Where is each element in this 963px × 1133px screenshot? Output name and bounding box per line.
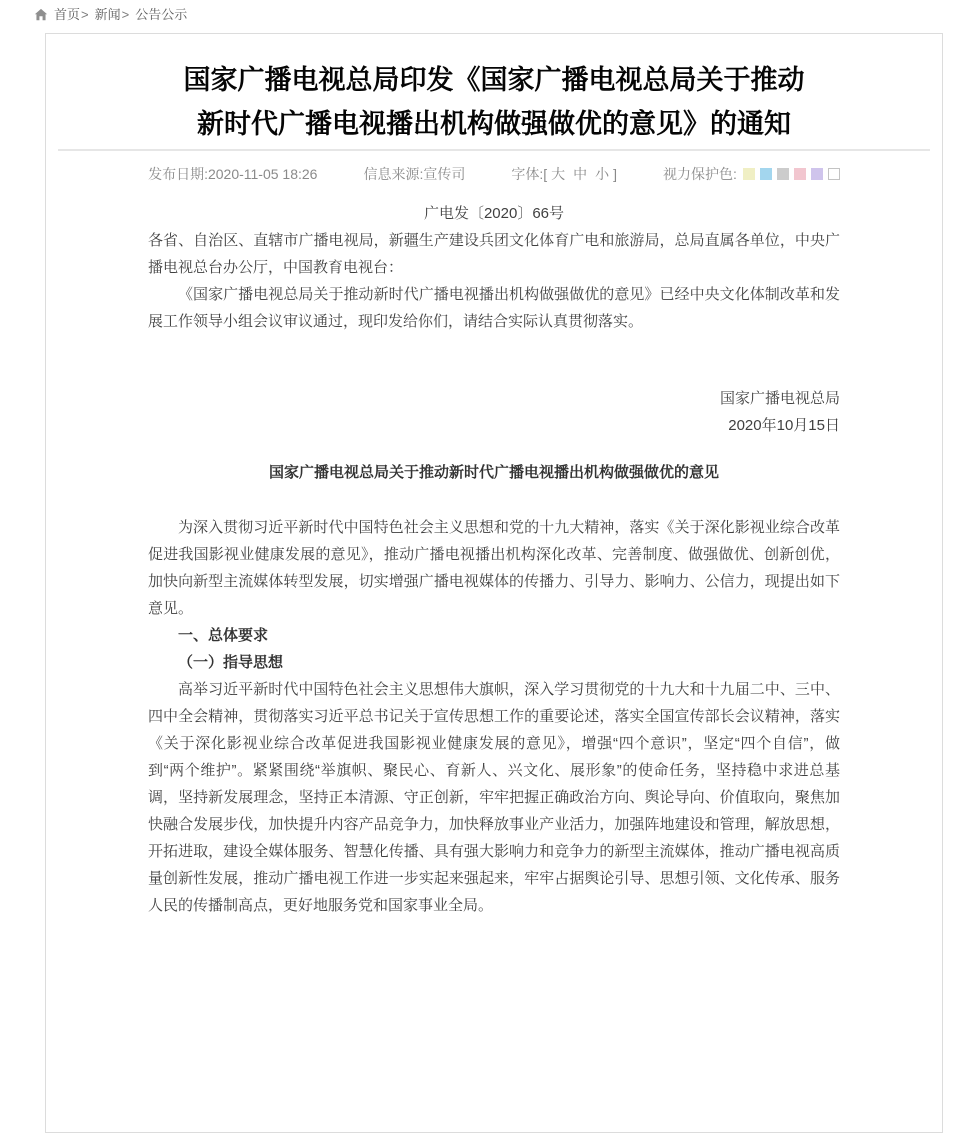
title-divider [58,149,930,151]
sign-date: 2020年10月15日 [728,417,840,434]
section-1-heading: 一、总体要求 [178,627,269,644]
color-swatch-gray[interactable] [777,168,789,180]
meta-row [46,164,942,184]
color-swatch-purple[interactable] [811,168,823,180]
home-icon[interactable] [34,8,48,22]
breadcrumb [34,5,187,25]
font-size-small[interactable]: 小 [595,166,610,182]
addressees-paragraph: 各省、自治区、直辖市广播电视局，新疆生产建设兵团文化体育广电和旅游局，总局直属各单位，中央广播电视总台办公厅，中国教育电视台： [148,232,840,276]
eye-protect-swatches [743,168,840,180]
color-swatch-yellow[interactable] [743,168,755,180]
font-size-bracket-close: ] [613,166,618,182]
eye-protect-label: 视力保护色: [663,166,737,182]
page-title [96,58,892,146]
font-size-picker [511,164,617,184]
info-source-value: 宣传司 [423,166,466,182]
font-size-large[interactable]: 大 [551,166,566,182]
section-1-1-body: 高举习近平新时代中国特色社会主义思想伟大旗帜，深入学习贯彻党的十九大和十九届二中、三中、四中全会精神，贯彻落实习近平总书记关于宣传思想工作的重要论述，落实全国宣传部长会议精神，落实《关于深化影视业综合改革促进我国影视业健康发展的意见》，增强“四个意识”，坚定“四个自信”，做到“两个维护”。紧紧围绕“举旗帜、聚民心、育新人、兴文化、展形象”的使命任务，坚持稳中求进总基调，坚持新发展理念，坚持正本清源、守正创新，牢牢把握正确政治方向、舆论导向、价值取向，聚焦加快融合发展步伐，加快提升内容产品竞争力，加快释放事业产业活力，加强阵地建设和管理，解放思想，开拓进取，建设全媒体服务、智慧化传播、具有强大影响力和竞争力的新型主流媒体，推动广播电视高质量创新性发展，推动广播电视工作进一步实起来强起来，牢牢占据舆论引导、思想引领、文化传承、服务人民的传播制高点，更好地服务党和国家事业全局。 [148,681,840,914]
page-title-line1: 国家广播电视总局印发《国家广播电视总局关于推动 [183,65,805,95]
color-swatch-pink[interactable] [794,168,806,180]
font-size-medium[interactable]: 中 [573,166,588,182]
breadcrumb-separator: > [81,7,89,22]
color-swatch-blue[interactable] [760,168,772,180]
page-title-line2: 新时代广播电视播出机构做强做优的意见》的通知 [197,109,791,139]
opinion-intro-paragraph: 为深入贯彻习近平新时代中国特色社会主义思想和党的十九大精神，落实《关于深化影视业综合改革促进我国影视业健康发展的意见》，推动广播电视播出机构深化改革、完善制度、做强做优、创新创优，加快向新型主流媒体转型发展，切实增强广播电视媒体的传播力、引导力、影响力、公信力，现提出如下意见。 [148,519,840,617]
breadcrumb-link-home[interactable]: 首页 [54,7,81,22]
publish-date-value: 2020-11-05 18:26 [207,166,318,182]
publish-date [148,164,317,184]
info-source-label: 信息来源: [363,166,424,182]
publish-date-label: 发布日期: [148,166,208,182]
breadcrumb-separator: > [121,7,130,22]
document-body [46,200,942,919]
breadcrumb-link-news[interactable]: 新闻 [94,7,121,22]
signer: 国家广播电视总局 [719,390,840,407]
section-1-1-heading: （一）指导思想 [178,654,284,671]
article-container [45,33,943,1133]
color-swatch-white[interactable] [828,168,840,180]
font-size-bracket-open: [ [543,166,548,182]
doc-number: 广电发〔2020〕66号 [423,205,565,222]
eye-protect-picker [663,164,840,184]
info-source [363,164,465,184]
notice-paragraph: 《国家广播电视总局关于推动新时代广播电视播出机构做强做优的意见》已经中央文化体制改革和发展工作领导小组会议审议通过，现印发给你们，请结合实际认真贯彻落实。 [148,286,840,330]
font-size-label: 字体: [511,166,544,182]
breadcrumb-current: 公告公示 [135,7,188,22]
opinion-title: 国家广播电视总局关于推动新时代广播电视播出机构做强做优的意见 [268,464,719,481]
